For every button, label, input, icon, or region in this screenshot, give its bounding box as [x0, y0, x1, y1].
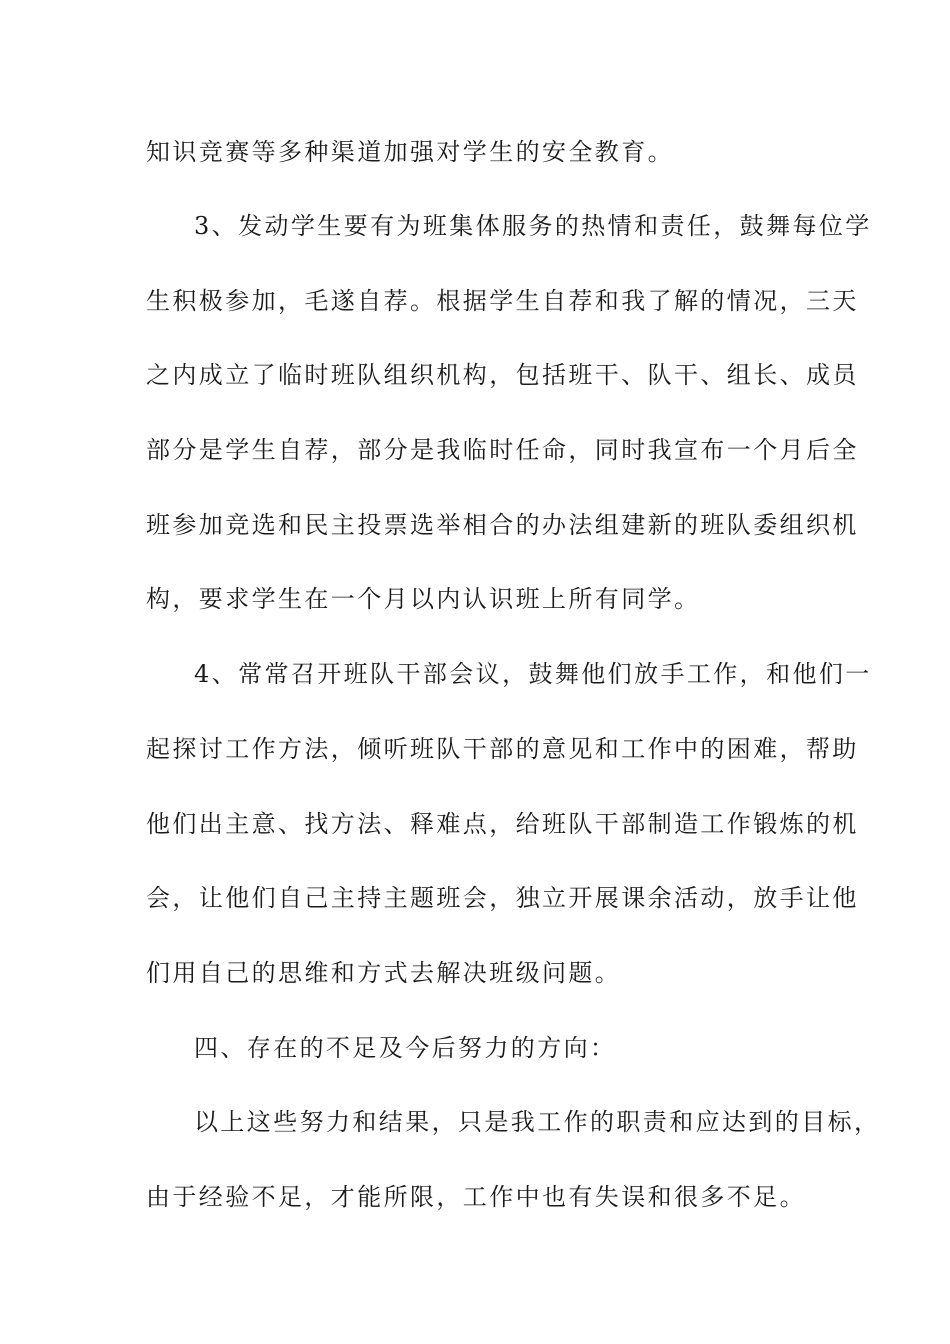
- paragraph-4-line: 4、常常召开班队干部会议，鼓舞他们放手工作，和他们一: [194, 660, 872, 688]
- text-line: 部分是学生自荐，部分是我临时任命，同时我宣布一个月后全: [146, 436, 859, 464]
- paragraph-3-line: 3、发动学生要有为班集体服务的热情和责任，鼓舞每位学: [194, 212, 872, 240]
- text-line: 班参加竞选和民主投票选举相合的办法组建新的班队委组织机: [146, 511, 859, 539]
- section-heading: 四、存在的不足及今后努力的方向：: [194, 1034, 617, 1062]
- text-line: 们用自己的思维和方式去解决班级问题。: [146, 959, 622, 987]
- text-line: 知识竞赛等多种渠道加强对学生的安全教育。: [146, 138, 674, 166]
- text-line: 构，要求学生在一个月以内认识班上所有同学。: [146, 585, 701, 613]
- paragraph-line: 以上这些努力和结果，只是我工作的职责和应达到的目标，: [194, 1108, 881, 1136]
- text-line: 生积极参加，毛遂自荐。根据学生自荐和我了解的情况，三天: [146, 287, 859, 315]
- text-line: 他们出主意、找方法、释难点，给班队干部制造工作锻炼的机: [146, 810, 859, 838]
- text-line: 由于经验不足，才能所限，工作中也有失误和很多不足。: [146, 1183, 806, 1211]
- text-line: 会，让他们自己主持主题班会，独立开展课余活动，放手让他: [146, 884, 859, 912]
- text-line: 之内成立了临时班队组织机构，包括班干、队干、组长、成员: [146, 361, 859, 389]
- text-line: 起探讨工作方法，倾听班队干部的意见和工作中的困难，帮助: [146, 735, 859, 763]
